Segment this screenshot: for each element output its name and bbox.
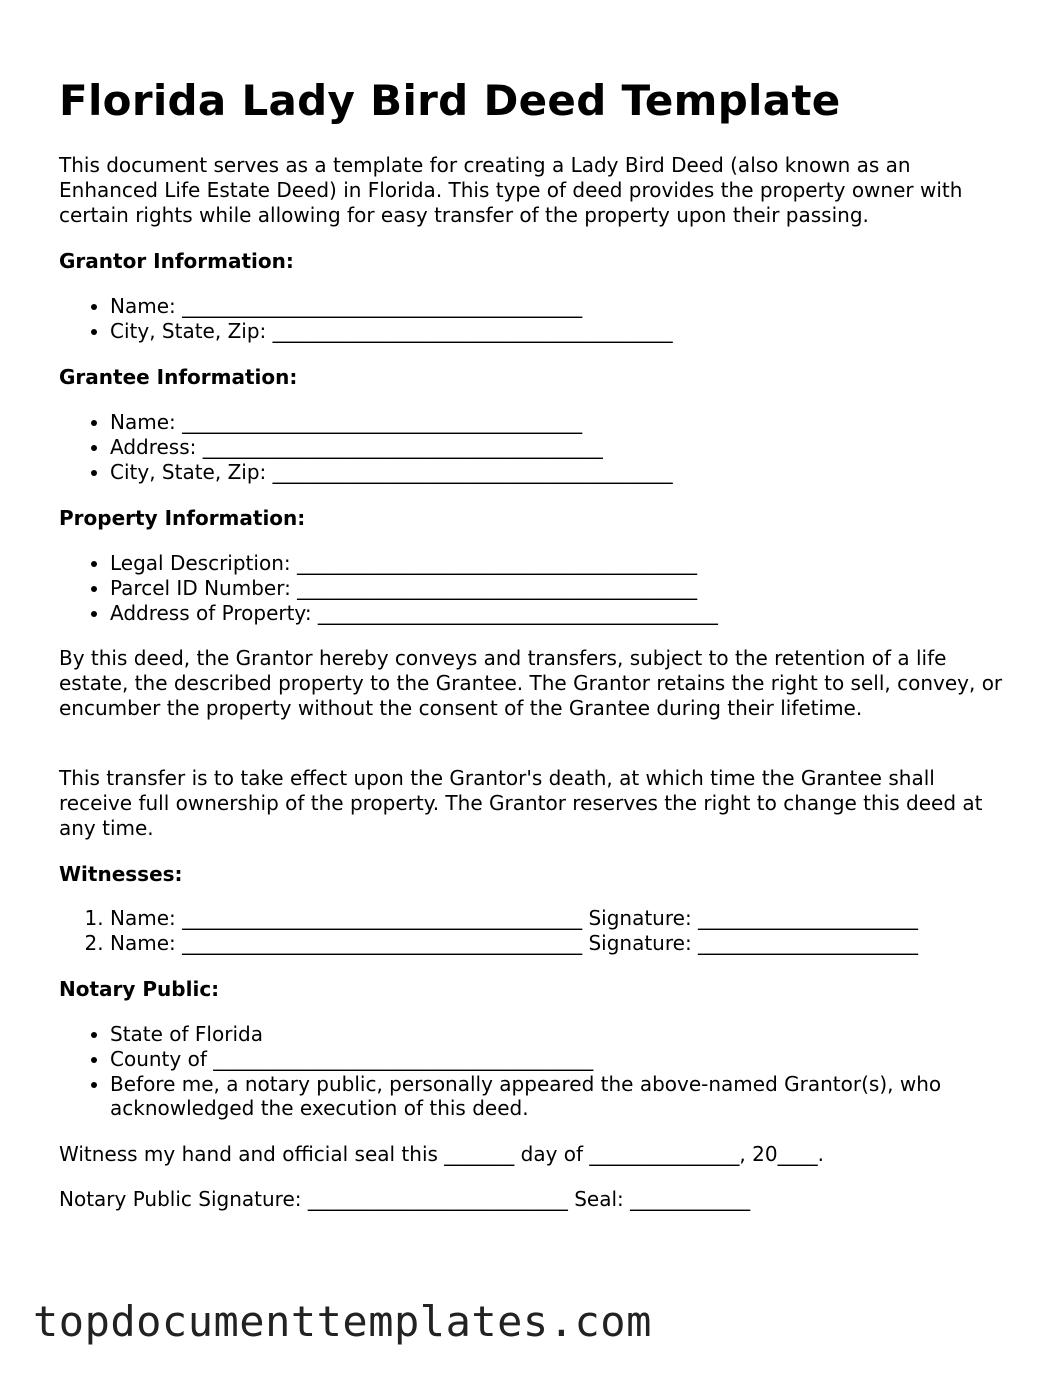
watermark: topdocumenttemplates.com xyxy=(33,1297,652,1346)
property-section xyxy=(59,506,1009,530)
legal-description-field[interactable]: • Legal Description: ________________________________________ xyxy=(110,551,1009,576)
witness-2-line[interactable]: 2. Name: ________________________________________ Signature: ______________________ xyxy=(110,931,1009,956)
transfer-paragraph: This transfer is to take effect upon the Grantor's death, at which time the Grantee shall receive full ownership of the property. The Grantor reserves the right to change this deed at any time. xyxy=(59,766,983,840)
notary-heading: Notary Public: xyxy=(59,977,220,1001)
notary-county-field[interactable]: • County of ______________________________________ xyxy=(110,1047,1009,1072)
witnesses-section xyxy=(59,862,1009,886)
conveyance-paragraph: By this deed, the Grantor hereby conveys and transfers, subject to the retention of a life estate, the described property to the Grantee. The Grantor retains the right to sell, convey, or encumber the property without the consent of the Grantee during their lifetime. xyxy=(59,646,1003,720)
grantor-name-field[interactable]: • Name: ________________________________________ xyxy=(110,294,1009,319)
notary-list xyxy=(59,1022,1009,1121)
grantor-city-field[interactable]: • City, State, Zip: ________________________________________ xyxy=(110,319,1009,344)
grantee-heading: Grantee Information: xyxy=(59,365,298,389)
grantor-heading: Grantor Information: xyxy=(59,249,294,273)
grantee-city-field[interactable]: • City, State, Zip: ________________________________________ xyxy=(110,460,1009,485)
grantee-section xyxy=(59,365,1009,389)
grantor-list xyxy=(59,294,1009,344)
property-heading: Property Information: xyxy=(59,506,306,530)
grantee-name-field[interactable]: • Name: ________________________________________ xyxy=(110,410,1009,435)
grantee-list xyxy=(59,410,1009,484)
grantee-address-field[interactable]: • Address: ________________________________________ xyxy=(110,435,1009,460)
intro-paragraph: This document serves as a template for creating a Lady Bird Deed (also known as an Enhanced Life Estate Deed) in Florida. This type of deed provides the property owner with certain rights while allowing for easy transfer of the property upon their passing. xyxy=(59,153,963,227)
witnesses-heading: Witnesses: xyxy=(59,862,183,886)
notary-state: • State of Florida xyxy=(110,1022,1009,1047)
grantor-section xyxy=(59,249,1009,273)
property-list xyxy=(59,551,1009,625)
parcel-id-field[interactable]: • Parcel ID Number: ________________________________________ xyxy=(110,576,1009,601)
property-address-field[interactable]: • Address of Property: ________________________________________ xyxy=(110,601,1009,626)
seal-line[interactable]: Witness my hand and official seal this _______ day of _______________, 20____. xyxy=(59,1142,824,1166)
witness-1-line[interactable]: 1. Name: ________________________________________ Signature: ______________________ xyxy=(110,906,1009,931)
witnesses-list xyxy=(59,906,1009,956)
notary-statement: • Before me, a notary public, personally appeared the above-named Grantor(s), who acknowledged the execution of this deed. xyxy=(110,1072,1009,1122)
notary-signature-line[interactable]: Notary Public Signature: __________________________ Seal: ____________ xyxy=(59,1187,751,1211)
notary-section xyxy=(59,977,1009,1001)
document-title: Florida Lady Bird Deed Template xyxy=(59,76,841,125)
